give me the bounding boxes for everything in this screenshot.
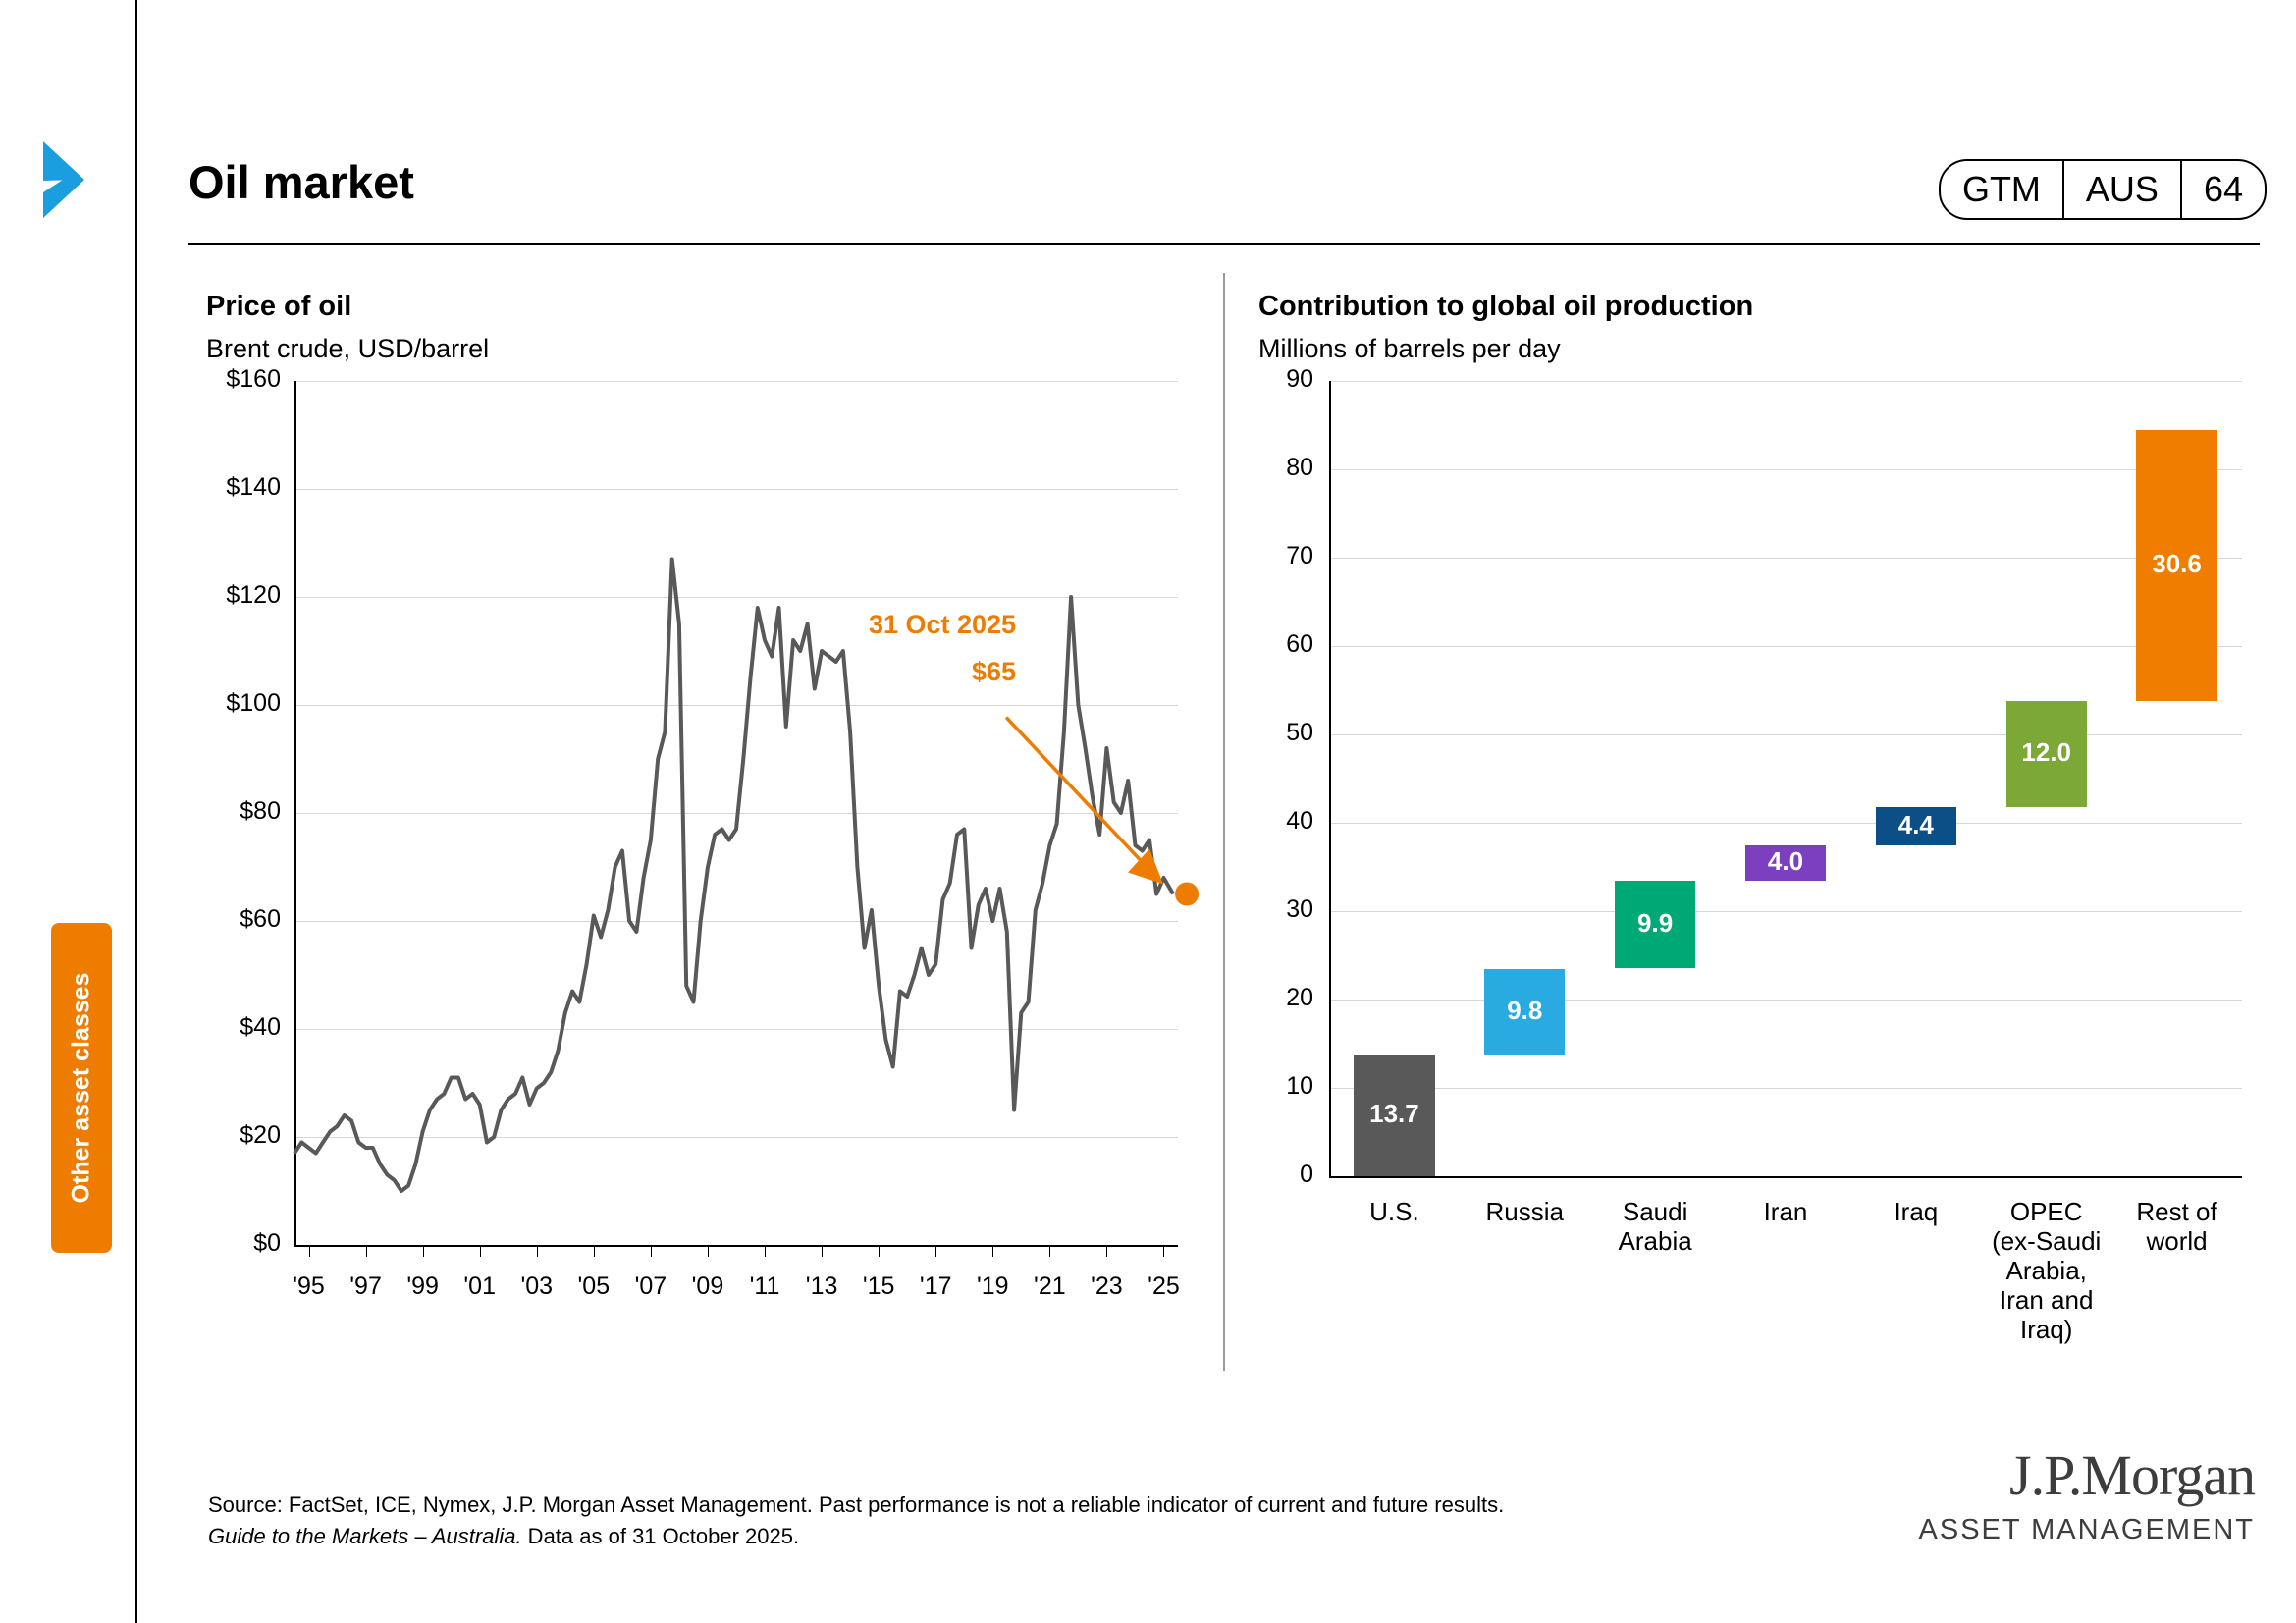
x-axis-category-label: Saudi Arabia [1618, 1197, 1692, 1256]
gridline [1329, 469, 2242, 470]
y-axis-tick-label: 10 [1286, 1072, 1313, 1100]
badge-region: AUS [2085, 169, 2159, 209]
gridline [1329, 734, 2242, 735]
y-axis-tick-label: $60 [240, 905, 281, 933]
bar-value-label: 13.7 [1369, 1099, 1419, 1129]
y-axis-tick-label: 20 [1286, 984, 1313, 1011]
price-line-series [206, 371, 1237, 1314]
y-axis-tick-label: $120 [226, 581, 281, 609]
x-axis-tick-label: '03 [520, 1272, 554, 1300]
y-axis-tick-label: 40 [1286, 807, 1313, 835]
x-axis-tick-label: '23 [1091, 1272, 1123, 1300]
x-axis-tick-label: '97 [349, 1272, 382, 1300]
right-chart-subtitle: Millions of barrels per day [1258, 334, 1561, 363]
y-axis-tick-label: $0 [253, 1229, 281, 1257]
annotation-date: 31 Oct 2025 [868, 609, 1017, 639]
side-tab-label: Other asset classes [67, 972, 95, 1204]
right-chart-title: Contribution to global oil production [1258, 291, 1754, 322]
x-axis-tick-label: '25 [1148, 1272, 1180, 1300]
source-line-2: Data as of 31 October 2025. [521, 1524, 800, 1549]
x-axis-tick-label: '07 [634, 1272, 667, 1300]
gridline [1329, 1176, 2242, 1178]
badge-page-number: 64 [2203, 169, 2243, 209]
source-line-1: Source: FactSet, ICE, Nymex, J.P. Morgan Asset Management. Past performance is not a reliable indicator of current and future results. [208, 1492, 1505, 1518]
x-axis-tick-label: '09 [691, 1272, 724, 1300]
bar-value-label: 4.4 [1897, 809, 1934, 839]
bar-value-label: 4.0 [1767, 846, 1804, 877]
bar-value-label: 12.0 [2021, 736, 2071, 767]
y-axis-line [1329, 381, 1331, 1178]
y-axis-tick-label: 60 [1286, 630, 1313, 658]
header-divider [188, 243, 2260, 245]
y-axis-tick-label: $140 [226, 473, 281, 501]
gridline [1329, 646, 2242, 647]
x-axis-category-label: Rest of world [2136, 1197, 2217, 1256]
x-axis-tick-label: '11 [749, 1272, 780, 1300]
x-axis-tick-label: '95 [293, 1272, 325, 1300]
gridline [1329, 823, 2242, 824]
badge-gtm: GTM [1961, 169, 2041, 209]
gridline [1329, 911, 2242, 912]
left-chart-title: Price of oil [206, 291, 352, 322]
jpmorgan-brand-sub: ASSET MANAGEMENT [1918, 1514, 2255, 1545]
chevron-right-icon [37, 137, 114, 222]
jpmorgan-brand: J.P.Morgan [2009, 1443, 2255, 1507]
bar-value-label: 9.8 [1507, 995, 1543, 1025]
x-axis-tick-label: '21 [1034, 1272, 1066, 1300]
x-axis-tick-label: '13 [805, 1272, 838, 1300]
jpmorgan-logo [1919, 1442, 2255, 1546]
y-axis-tick-label: $80 [240, 797, 281, 825]
y-axis-tick-label: $40 [240, 1013, 281, 1041]
x-axis-tick-label: '17 [919, 1272, 952, 1300]
source-italic: Guide to the Markets – Australia. [208, 1524, 522, 1549]
oil-production-chart [1258, 365, 2260, 1373]
bar-value-label: 9.9 [1637, 907, 1674, 938]
x-axis-category-label: Iraq [1894, 1197, 1939, 1226]
gridline [1329, 1088, 2242, 1089]
y-axis-tick-label: $160 [226, 365, 281, 393]
gridline [1329, 558, 2242, 559]
x-axis-tick-label: '15 [862, 1272, 895, 1300]
page-title: Oil market [188, 156, 414, 208]
y-axis-tick-label: 80 [1286, 454, 1313, 481]
gridline [1329, 381, 2242, 382]
y-axis-tick-label: 70 [1286, 542, 1313, 569]
y-axis-tick-label: 90 [1286, 365, 1313, 393]
y-axis-tick-label: 50 [1286, 719, 1313, 746]
x-axis-tick-label: '05 [577, 1272, 611, 1300]
annotation-value: $65 [972, 656, 1017, 686]
bar-value-label: 30.6 [2152, 549, 2202, 579]
x-axis-tick-label: '99 [406, 1272, 439, 1300]
x-axis-category-label: Russia [1485, 1197, 1564, 1226]
x-axis-tick-label: '01 [463, 1272, 496, 1300]
left-vertical-rule [135, 0, 137, 1623]
y-axis-tick-label: $20 [240, 1121, 281, 1149]
y-axis-tick-label: $100 [226, 689, 281, 717]
x-axis-category-label: U.S. [1369, 1197, 1419, 1226]
y-axis-tick-label: 30 [1286, 895, 1313, 923]
x-axis-category-label: Iran [1763, 1197, 1808, 1226]
x-axis-tick-label: '19 [976, 1272, 1009, 1300]
side-tab-other-asset-classes[interactable] [51, 923, 112, 1253]
gridline [1329, 1000, 2242, 1001]
price-of-oil-chart [206, 365, 1198, 1324]
x-axis-category-label: OPEC (ex-Saudi Arabia, Iran and Iraq) [1992, 1197, 2102, 1344]
left-chart-subtitle: Brent crude, USD/barrel [206, 334, 490, 363]
source-note [208, 1489, 1681, 1552]
y-axis-tick-label: 0 [1300, 1161, 1313, 1188]
gtm-badge [1939, 159, 2267, 220]
